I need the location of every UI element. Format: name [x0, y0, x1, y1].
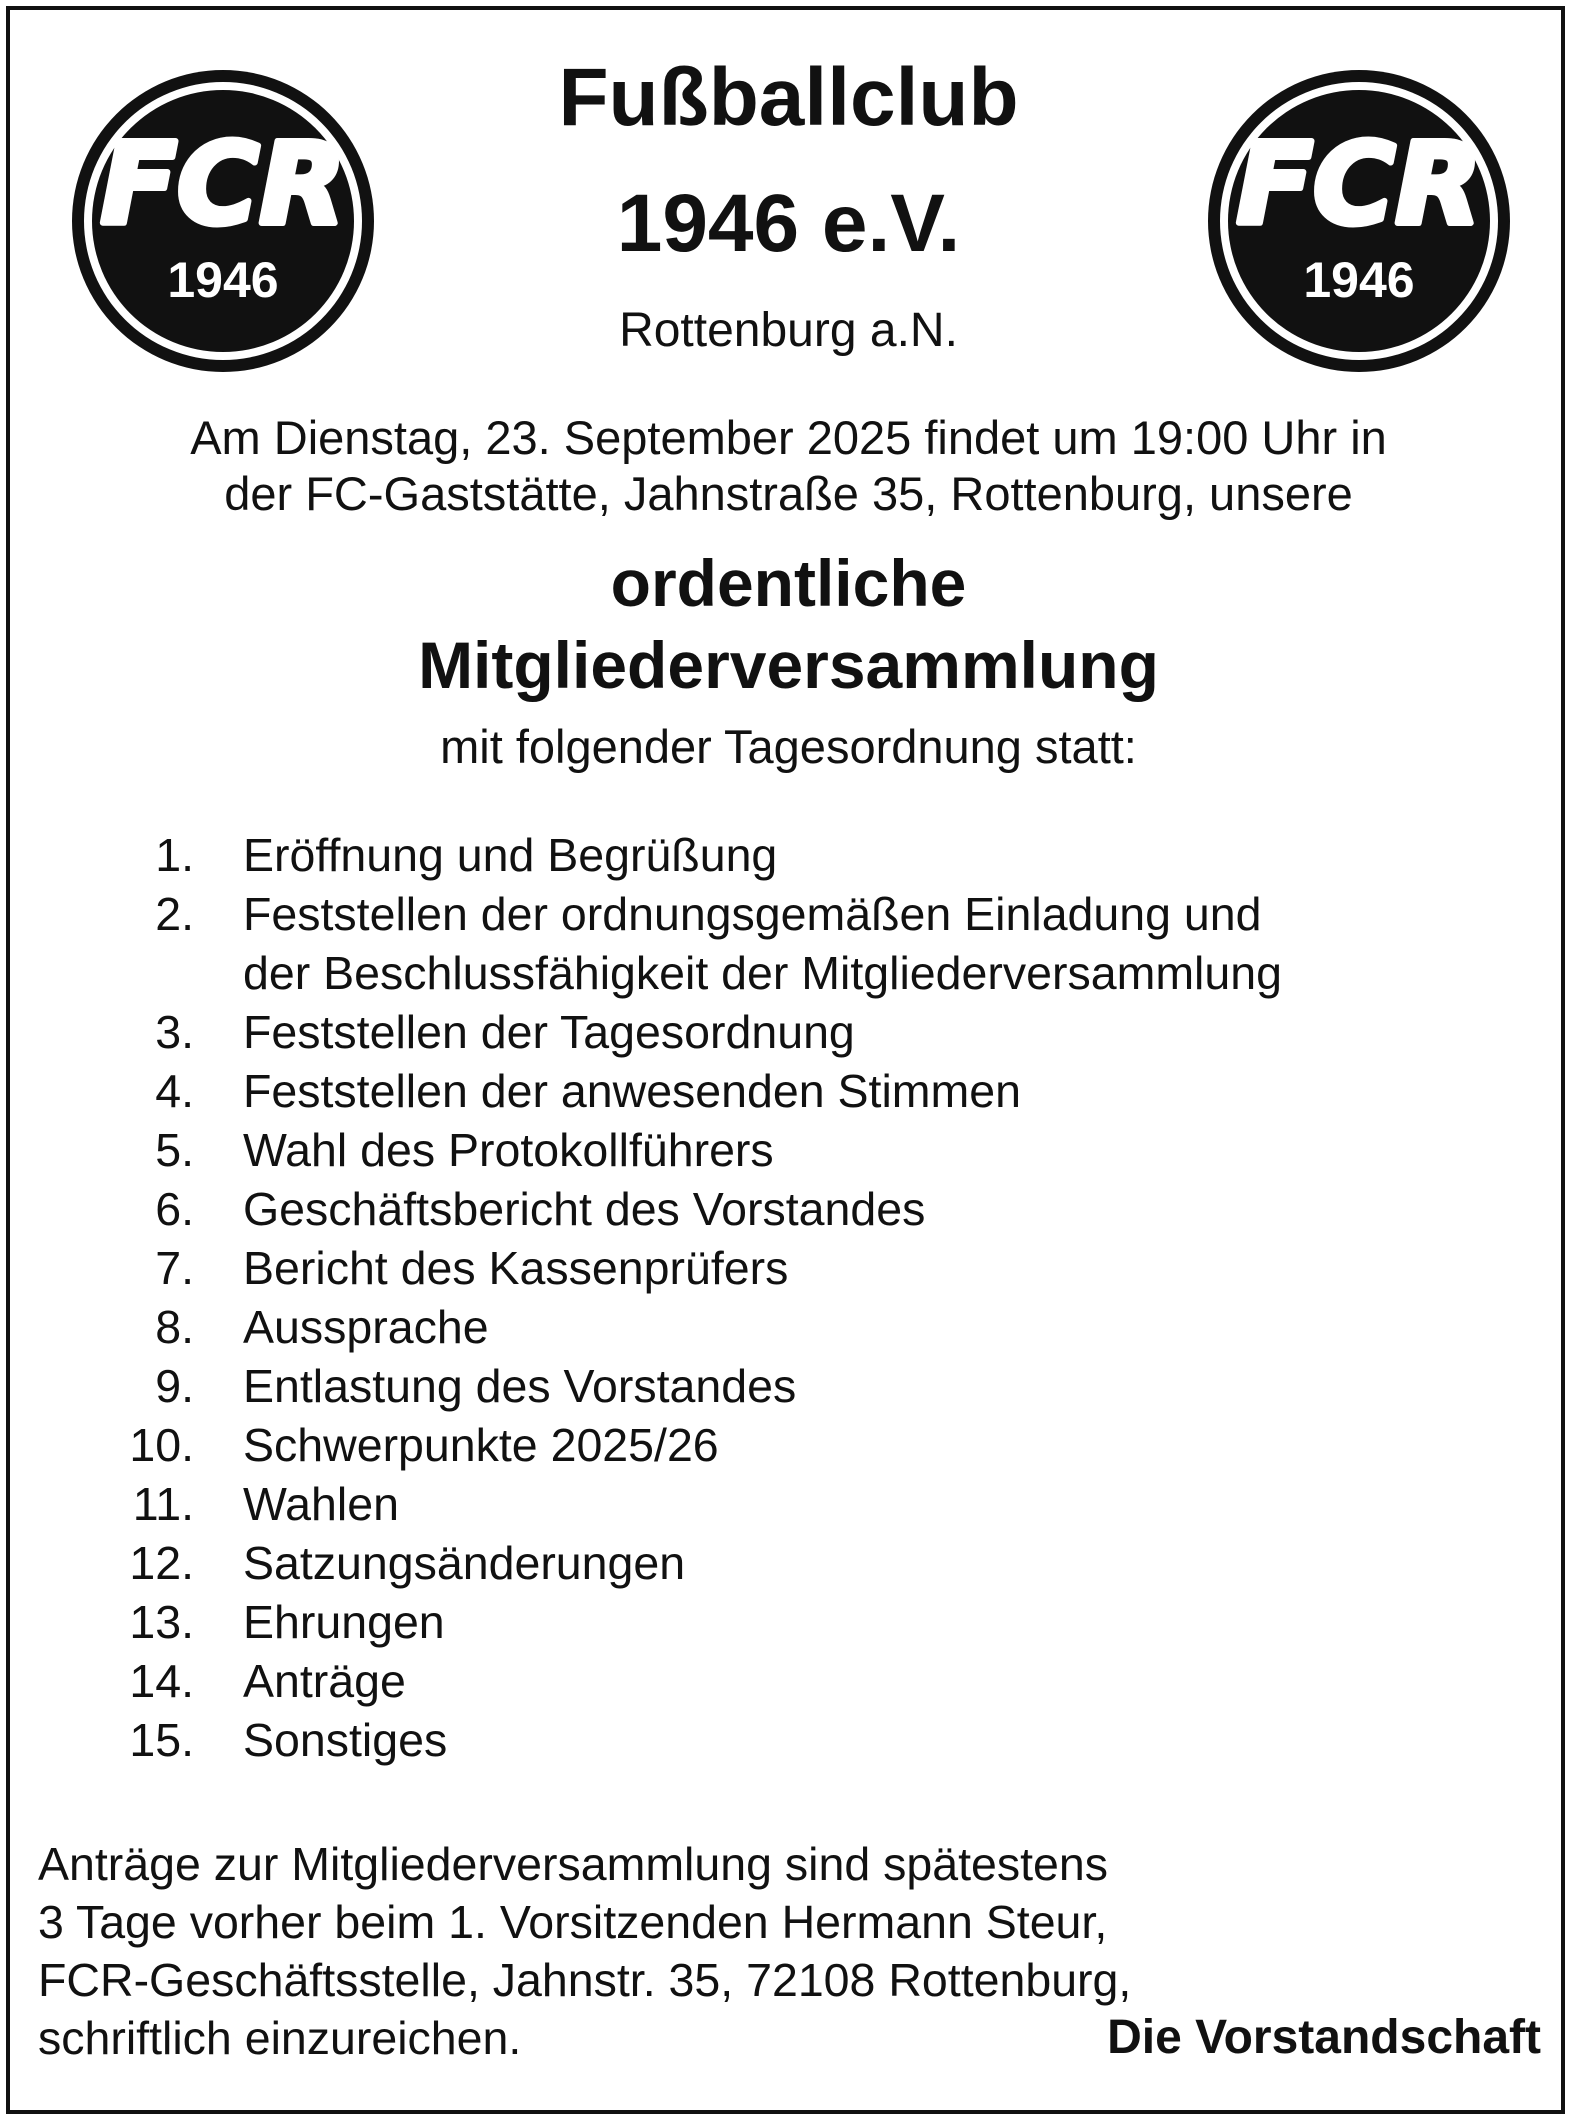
agenda-number: 11.	[132, 1478, 194, 1530]
agenda-item	[0, 1357, 1577, 1416]
agenda-text: Bericht des Kassenprüfers	[243, 1242, 789, 1294]
agenda-text: Feststellen der ordnungsgemäßen Einladung und	[243, 888, 1262, 940]
agenda-text: Aussprache	[243, 1301, 489, 1353]
agenda-text: Entlastung des Vorstandes	[243, 1360, 797, 1412]
agenda-item	[0, 826, 1577, 885]
agenda-item	[0, 1121, 1577, 1180]
agenda-text: Schwerpunkte 2025/26	[243, 1419, 719, 1471]
agenda-item-continuation	[0, 944, 1577, 1003]
submission-note-line: FCR-Geschäftsstelle, Jahnstr. 35, 72108 Rottenburg,	[38, 1954, 1132, 2006]
submission-note-line: Anträge zur Mitgliederversammlung sind spätestens	[38, 1838, 1108, 1890]
agenda-item	[0, 1239, 1577, 1298]
agenda-text: Feststellen der Tagesordnung	[243, 1006, 855, 1058]
agenda-text: Geschäftsbericht des Vorstandes	[243, 1183, 926, 1235]
agenda-intro: mit folgender Tagesordnung statt:	[440, 720, 1137, 773]
crest-letters: FCR	[100, 120, 346, 250]
club-name: Fußballclub	[558, 52, 1019, 143]
agenda-number: 6.	[155, 1183, 194, 1235]
crest-year: 1946	[167, 252, 279, 308]
crest-year: 1946	[1303, 252, 1415, 308]
agenda-text: Eröffnung und Begrüßung	[243, 829, 778, 881]
agenda-number: 8.	[155, 1301, 194, 1353]
agenda-number: 9.	[155, 1360, 194, 1412]
meeting-title	[0, 542, 1577, 706]
agenda-text: Satzungsänderungen	[243, 1537, 686, 1589]
club-year: 1946 e.V.	[616, 178, 961, 269]
agenda-text: Wahl des Protokollführers	[243, 1124, 774, 1176]
crest-letters: FCR	[1236, 120, 1482, 250]
agenda-text: Sonstiges	[243, 1714, 448, 1766]
agenda-number: 4.	[155, 1065, 194, 1117]
agenda-item	[0, 1298, 1577, 1357]
meeting-title-line: Mitgliederversammlung	[418, 628, 1159, 702]
agenda-text: Wahlen	[243, 1478, 399, 1530]
agenda-item	[0, 1062, 1577, 1121]
agenda-number: 14.	[129, 1655, 194, 1707]
agenda-text: der Beschlussfähigkeit der Mitgliederversammlung	[243, 947, 1282, 999]
agenda-number: 7.	[155, 1242, 194, 1294]
agenda-text: Anträge	[243, 1655, 406, 1707]
agenda-item	[0, 1711, 1577, 1770]
agenda-list	[0, 826, 1577, 1770]
agenda-number: 15.	[129, 1714, 194, 1766]
intro-line: Am Dienstag, 23. September 2025 findet um 19:00 Uhr in	[190, 411, 1387, 464]
agenda-number: 3.	[155, 1006, 194, 1058]
submission-note-line: 3 Tage vorher beim 1. Vorsitzenden Hermann Steur,	[38, 1896, 1108, 1948]
submission-note-line: schriftlich einzureichen.	[38, 2012, 522, 2064]
agenda-number: 2.	[155, 888, 194, 940]
agenda-item	[0, 1534, 1577, 1593]
agenda-item	[0, 1180, 1577, 1239]
intro-line: der FC-Gaststätte, Jahnstraße 35, Rottenburg, unsere	[224, 467, 1353, 520]
intro-text	[0, 410, 1577, 522]
signature: Die Vorstandschaft	[1107, 2011, 1541, 2064]
agenda-number: 13.	[129, 1596, 194, 1648]
club-city: Rottenburg a.N.	[619, 304, 958, 357]
agenda-text: Ehrungen	[243, 1596, 445, 1648]
agenda-item	[0, 1416, 1577, 1475]
agenda-item	[0, 1475, 1577, 1534]
agenda-item	[0, 1593, 1577, 1652]
agenda-number: 1.	[155, 829, 194, 881]
agenda-item	[0, 885, 1577, 944]
agenda-item	[0, 1003, 1577, 1062]
agenda-text: Feststellen der anwesenden Stimmen	[243, 1065, 1021, 1117]
agenda-number: 5.	[155, 1124, 194, 1176]
agenda-item	[0, 1652, 1577, 1711]
meeting-title-line: ordentliche	[610, 546, 967, 620]
agenda-number: 12.	[129, 1537, 194, 1589]
agenda-number: 10.	[129, 1419, 194, 1471]
